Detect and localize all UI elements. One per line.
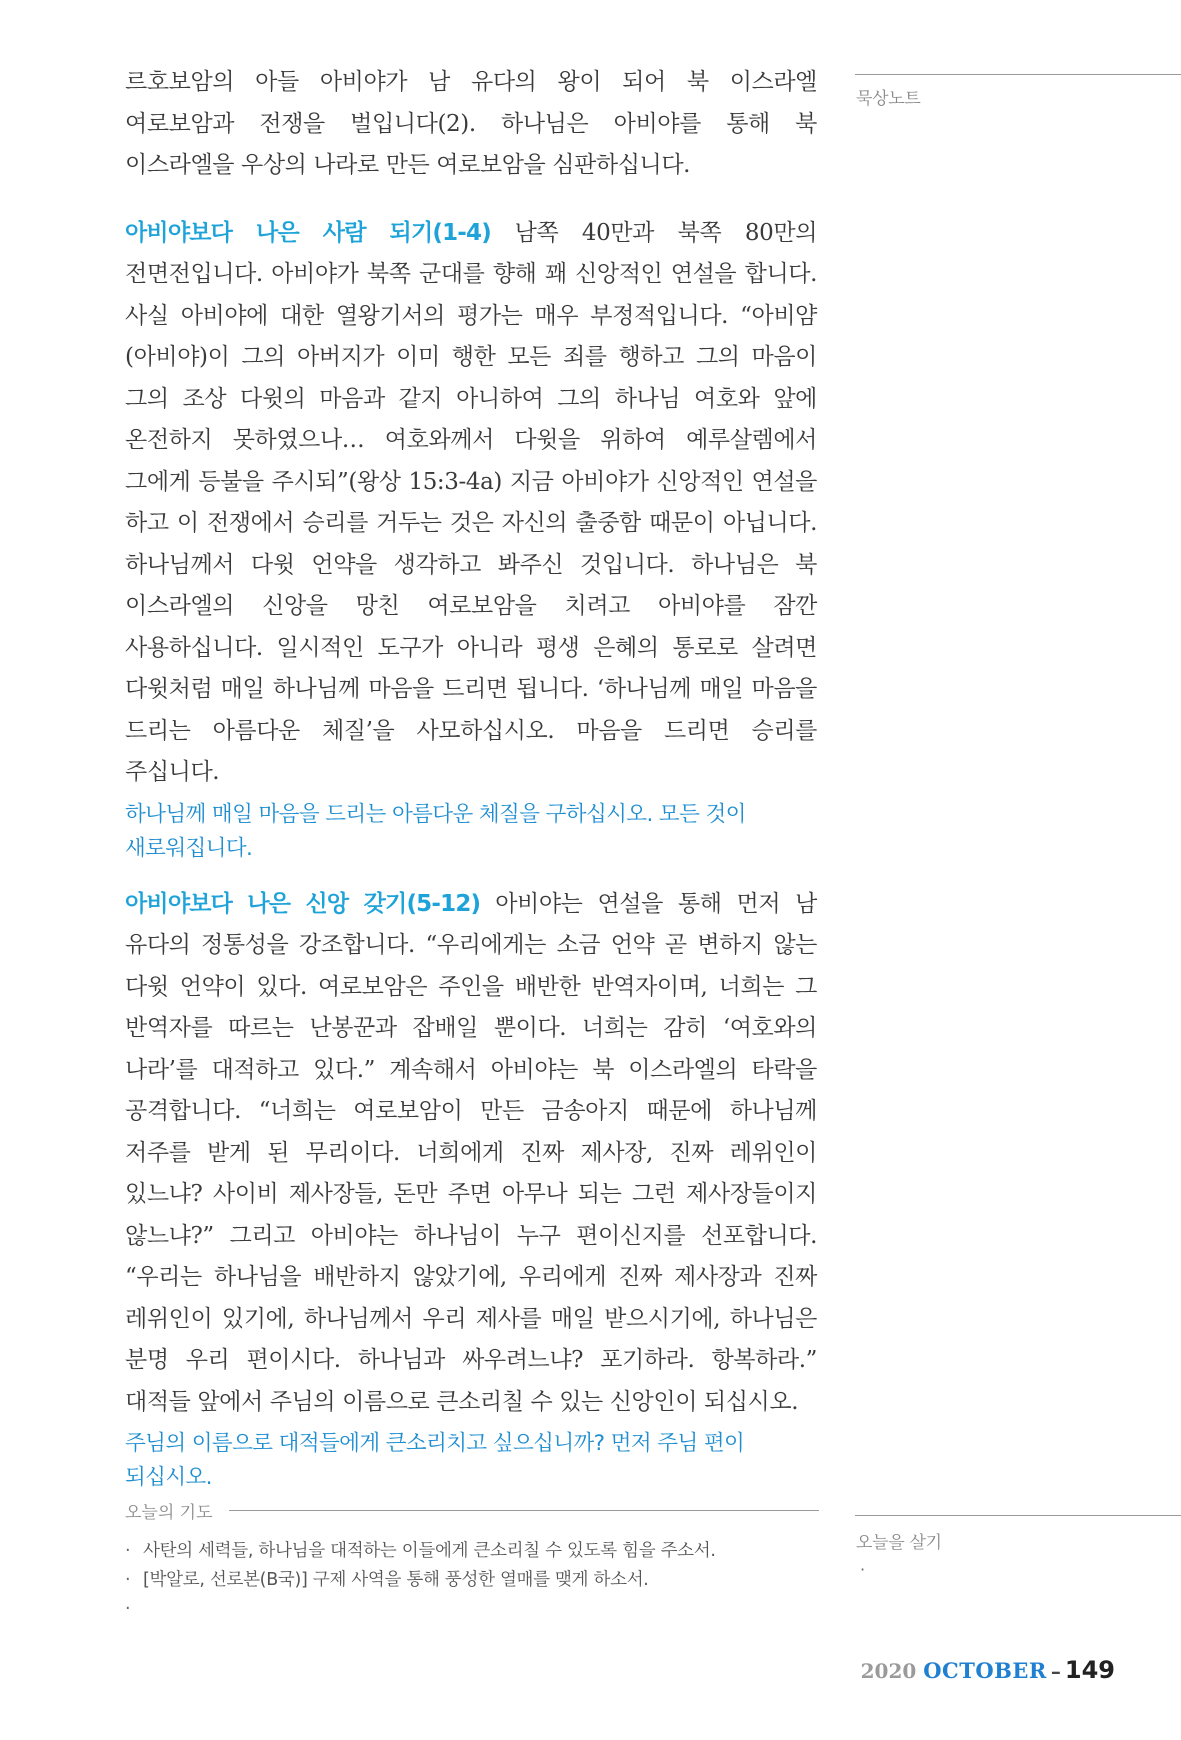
section1-text: 남쪽 40만과 북쪽 80만의 전면전입니다. 아비야가 북쪽 군대를 향해 꽤 신앙적인 연설을 합니다. 사실 아비야에 대한 열왕기서의 평가는 매우 부정적입니다. “아비얌(아비야)이 그의 아버지가 이미 행한 모든 죄를 행하고 그의 마음이 그의 조상 다윗의 마음과 같지 아니하여 그의 하나님 여호와 앞에 온전하지 못하였으나… 여호와께서 다윗을 위하여 예루살렘에서 그에게 등불을 주시되”(왕상 15:3-4a) 지금 아비야가 신앙적인 연설을 하고 이 전쟁에서 승리를 거두는 것은 자신의 출중함 때문이 아닙니다. 하나님께서 다윗 언약을 생각하고 봐주신 것입니다. 하나님은 북 이스라엘의 신앙을 망친 여로보암을 치려고 아비야를 잠깐 사용하십니다. 일시적인 도구가 아니라 평생 은혜의 통로로 살려면 다윗처럼 매일 하나님께 마음을 드리면 됩니다. ‘하나님께 매일 마음을 드리는 아름다운 체질’을 사모하십시오. 마음을 드리면 승리를 주십니다. — [125, 219, 818, 785]
prayer-item — [125, 1595, 819, 1624]
footer-month: OCTOBER — [923, 1658, 1047, 1683]
today-living-label: 오늘을 살기 — [856, 1533, 942, 1553]
bullet-icon: · — [125, 1570, 131, 1590]
page-footer — [861, 1656, 1115, 1684]
section1-application: 하나님께 매일 마음을 드리는 아름다운 체질을 구하십시오. 모든 것이 새로워집니다. — [125, 801, 746, 861]
prayer-rule — [229, 1510, 819, 1511]
prayer-list — [125, 1537, 819, 1624]
footer-dash: – — [1050, 1659, 1061, 1683]
prayer-section — [125, 1498, 819, 1624]
bullet-icon: · — [125, 1599, 131, 1619]
footer-year: 2020 — [860, 1659, 917, 1683]
bullet-icon: · — [125, 1541, 131, 1561]
section2-heading: 아비야보다 나은 신앙 갖기(5-12) — [125, 890, 481, 917]
prayer-item: · [박알로, 선로본(B국)] 구제 사역을 통해 풍성한 열매를 맺게 하소서. — [125, 1566, 819, 1595]
meditation-note-rule — [855, 74, 1181, 75]
prayer-item: · 사탄의 세력들, 하나님을 대적하는 이들에게 큰소리칠 수 있도록 힘을 주소서. — [125, 1537, 819, 1566]
prayer-title: 오늘의 기도 — [125, 1503, 213, 1523]
section2-text: 아비야는 연설을 통해 먼저 남 유다의 정통성을 강조합니다. “우리에게는 소금 언약 곧 변하지 않는 다윗 언약이 있다. 여로보암은 주인을 배반한 반역자이며, 너희는 그 반역자를 따르는 난봉꾼과 잡배일 뿐이다. 너희는 감히 ‘여호와의 나라’를 대적하고 있다.” 계속해서 아비야는 북 이스라엘의 타락을 공격합니다. “너희는 여로보암이 만든 금송아지 때문에 하나님께 저주를 받게 된 무리이다. 너희에게 진짜 제사장, 진짜 레위인이 있느냐? 사이비 제사장들, 돈만 주면 아무나 되는 그런 제사장들이지 않느냐?” 그리고 아비야는 하나님이 누구 편이신지를 선포합니다. “우리는 하나님을 배반하지 않았기에, 우리에게 진짜 제사장과 진짜 레위인이 있기에, 하나님께서 우리 제사를 매일 받으시기에, 하나님은 분명 우리 편이시다. 하나님과 싸우려느냐? 포기하라. 항복하라.” 대적들 앞에서 주님의 이름으로 큰소리칠 수 있는 신앙인이 되십시오. — [125, 890, 817, 1415]
section1-paragraph — [125, 213, 817, 794]
section2-application: 주님의 이름으로 대적들에게 큰소리치고 싶으십니까? 먼저 주님 편이 되십시오. — [125, 1431, 745, 1490]
page-number: 149 — [1064, 1656, 1115, 1684]
section2-paragraph — [125, 884, 817, 1424]
prayer-header — [125, 1498, 819, 1523]
meditation-note-label: 묵상노트 — [856, 89, 921, 109]
section1-heading: 아비야보다 나은 사람 되기(1-4) — [125, 219, 491, 246]
devotional-body — [125, 62, 817, 1495]
today-living-rule — [855, 1515, 1181, 1516]
intro-paragraph: 르호보암의 아들 아비야가 남 유다의 왕이 되어 북 이스라엘 여로보암과 전쟁을 벌입니다(2). 하나님은 아비야를 통해 북 이스라엘을 우상의 나라로 만든 여로보암을 심판하십니다. — [125, 69, 817, 178]
today-living-bullet: · — [860, 1560, 866, 1579]
